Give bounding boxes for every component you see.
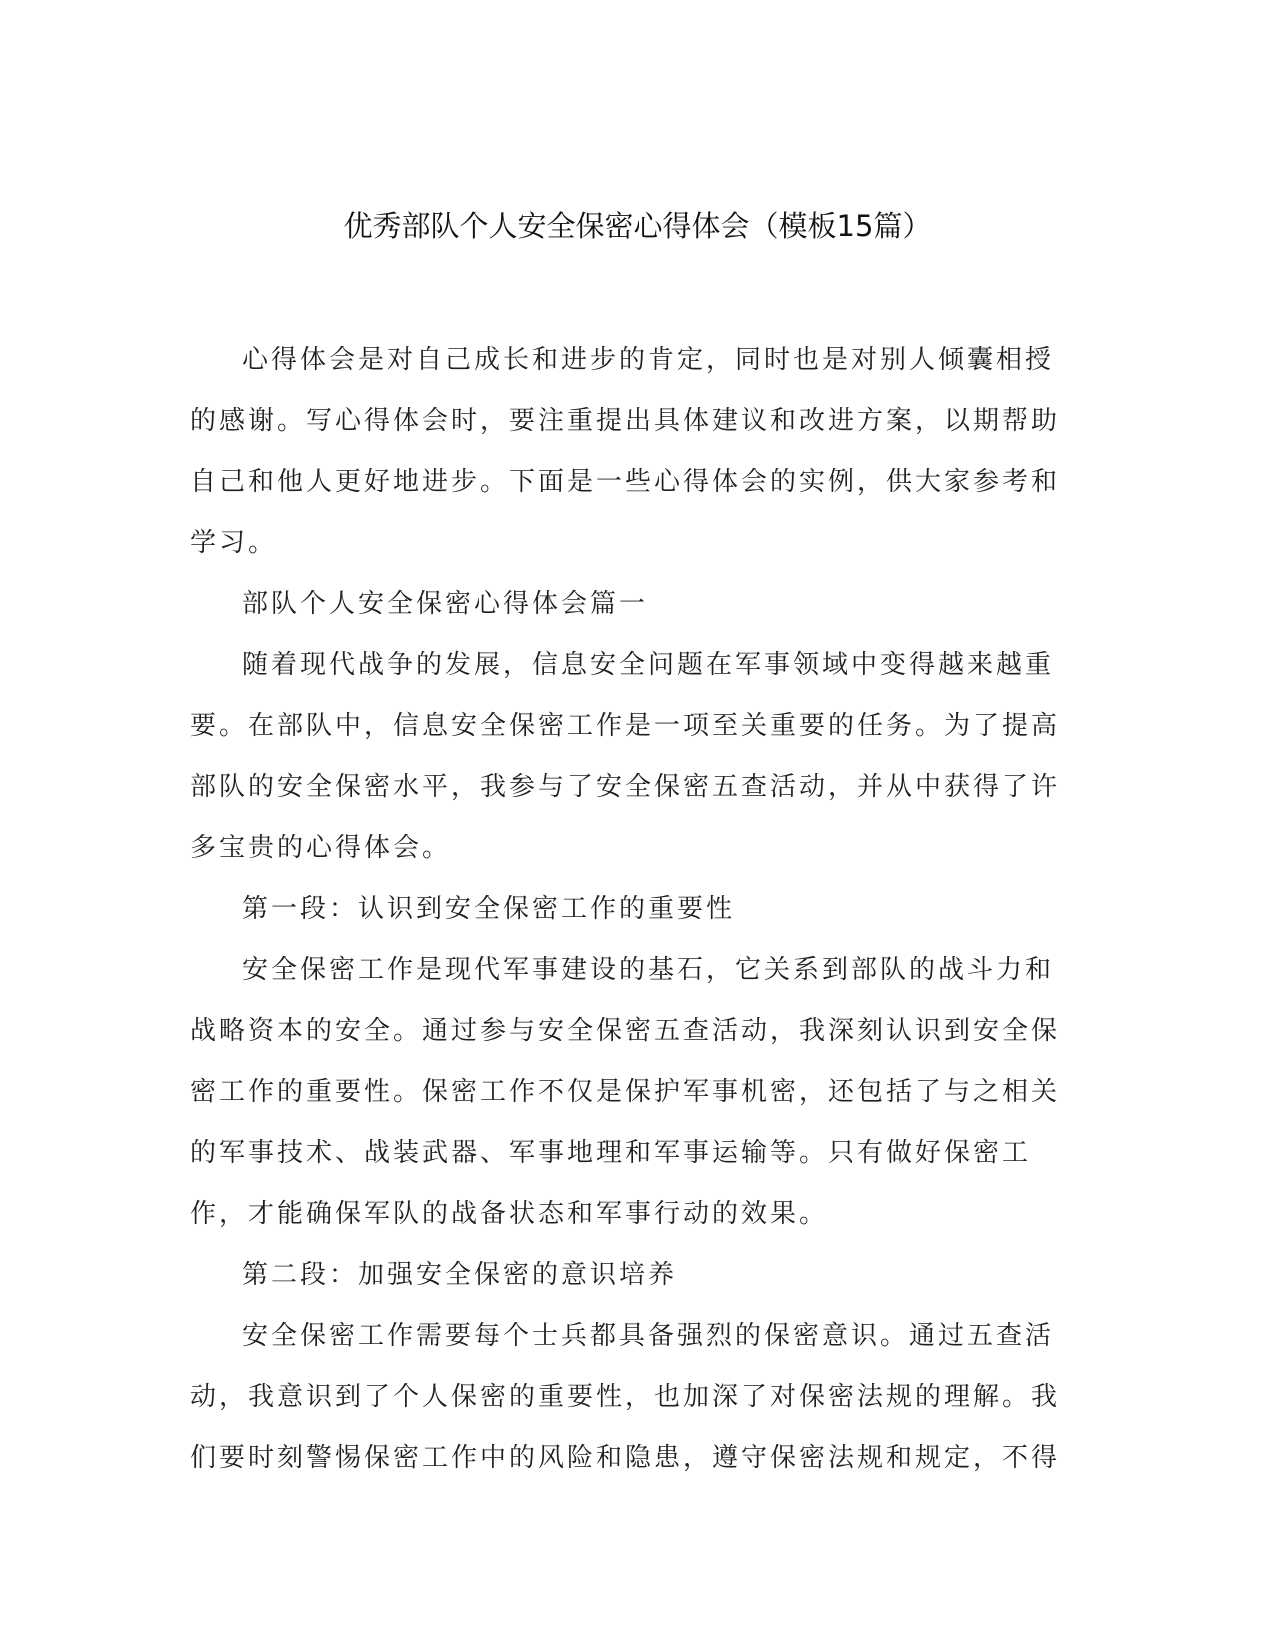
section-heading-first: 第一段：认识到安全保密工作的重要性 [242, 894, 736, 924]
body-paragraph: 安全保密工作是现代军事建设的基石，它关系到部队的战斗力和战略资本的安全。通过参与安全保密五查活动，我深刻认识到安全保密工作的重要性。保密工作不仅是保护军事机密，还包括了与之相关的军事技术、战装武器、军事地理和军事运输等。只有做好保密工作，才能确保军队的战备状态和军事行动的效果。 [190, 955, 1061, 1229]
body-paragraph: 安全保密工作需要每个士兵都具备强烈的保密意识。通过五查活动，我意识到了个人保密的重要性，也加深了对保密法规的理解。我们要时刻警惕保密工作中的风险和隐患，遵守保密法规和规定，不得 [190, 1321, 1061, 1473]
section-heading-second: 第二段：加强安全保密的意识培养 [242, 1260, 678, 1290]
body-paragraph: 随着现代战争的发展，信息安全问题在军事领域中变得越来越重要。在部队中，信息安全保密工作是一项至关重要的任务。为了提高部队的安全保密水平，我参与了安全保密五查活动，并从中获得了许多宝贵的心得体会。 [190, 650, 1061, 863]
document-body [190, 330, 1080, 1489]
intro-paragraph: 心得体会是对自己成长和进步的肯定，同时也是对别人倾囊相授的感谢。写心得体会时，要注重提出具体建议和改进方案，以期帮助自己和他人更好地进步。下面是一些心得体会的实例，供大家参考和学习。 [190, 345, 1061, 558]
document-title: 优秀部队个人安全保密心得体会（模板15篇） [343, 209, 932, 243]
section-heading-part-one: 部队个人安全保密心得体会篇一 [242, 589, 649, 619]
